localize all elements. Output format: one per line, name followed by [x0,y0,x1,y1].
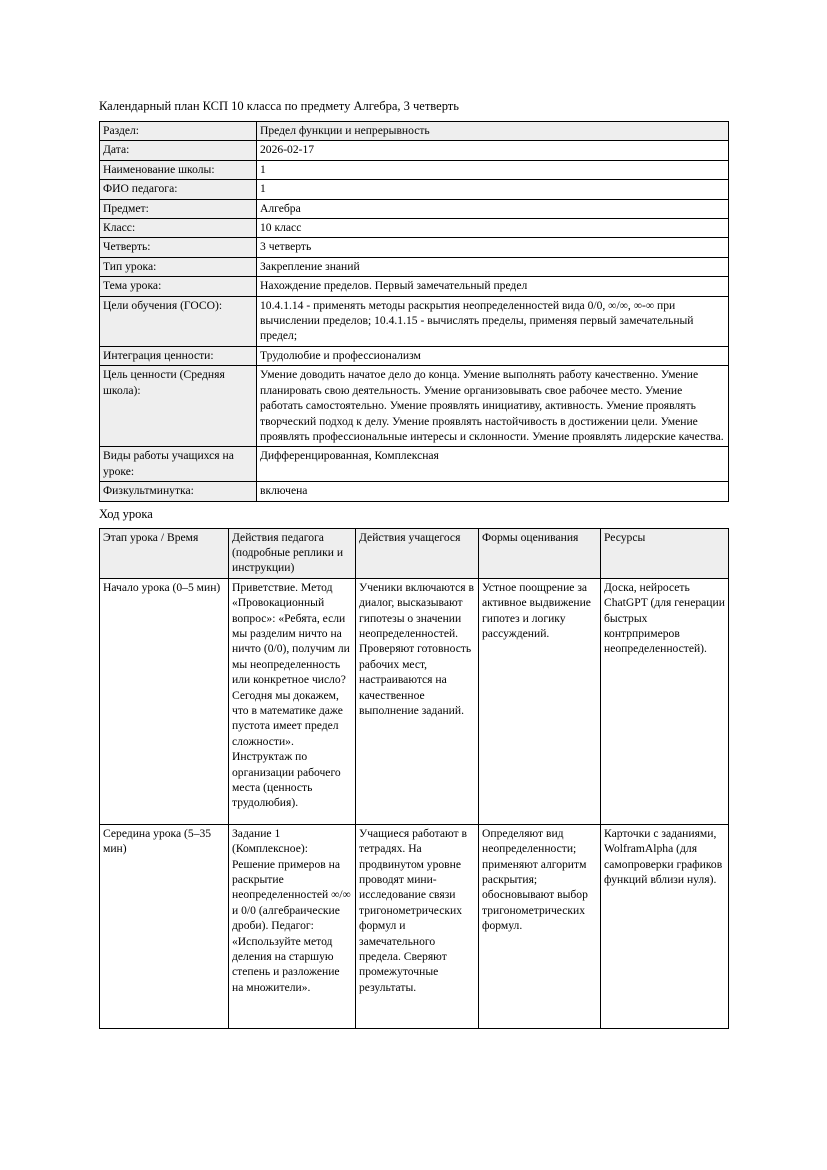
info-label-cell: Тема урока: [100,277,257,296]
info-value-cell: включена [257,482,729,501]
info-label-cell: Класс: [100,219,257,238]
info-label-cell: ФИО педагога: [100,180,257,199]
table-row [100,141,729,160]
info-value-cell: 10 класс [257,219,729,238]
flow-header-cell: Формы оценивания [479,528,601,578]
flow-student-cell: Учащиеся работают в тетрадях. На продвинутом уровне проводят мини-исследование связи тригонометрических формул и замечательного предела. Сверяют промежуточные результаты. [356,824,479,1028]
info-label-cell: Цели обучения (ГОСО): [100,296,257,346]
table-row [100,180,729,199]
page-title: Календарный план КСП 10 класса по предмету Алгебра, 3 четверть [99,99,459,113]
table-row [100,366,729,447]
info-value-cell: 2026-02-17 [257,141,729,160]
info-label-cell: Цель ценности (Средняя школа): [100,366,257,447]
lesson-flow-heading: Ход урока [99,506,153,521]
flow-header-cell: Действия педагога (подробные реплики и инструкции) [229,528,356,578]
table-header-row [100,528,729,578]
lesson-flow-header [100,528,729,578]
flow-teacher-cell: Приветствие. Метод «Провокационный вопрос»: «Ребята, если мы разделим ничто на ничто (0/0), получим ли мы неопределенность или конкретное число? Сегодня мы докажем, что в математике даже пустота имеет предел сложности». Инструктаж по организации рабочего места (ценность трудолюбия). [229,578,356,824]
table-row [100,238,729,257]
info-label-cell: Виды работы учащихся на уроке: [100,447,257,482]
info-label-cell: Дата: [100,141,257,160]
info-value-cell: Предел функции и непрерывность [257,122,729,141]
table-row [100,824,729,1028]
table-row [100,219,729,238]
info-label-cell: Предмет: [100,199,257,218]
table-row [100,160,729,179]
info-value-cell: Закрепление знаний [257,257,729,276]
table-row [100,447,729,482]
info-value-cell: 1 [257,160,729,179]
table-row [100,578,729,824]
flow-student-cell: Ученики включаются в диалог, высказывают гипотезы о значении неопределенностей. Проверяют готовность рабочих мест, настраиваются на качественное выполнение заданий. [356,578,479,824]
table-row [100,122,729,141]
info-label-cell: Интеграция ценности: [100,346,257,365]
info-value-cell: Алгебра [257,199,729,218]
lesson-flow-table [99,528,729,1029]
flow-stage-cell: Начало урока (0–5 мин) [100,578,229,824]
table-row [100,199,729,218]
flow-assessment-cell: Устное поощрение за активное выдвижение гипотез и логику рассуждений. [479,578,601,824]
lesson-info-table [99,121,729,502]
info-value-cell: 1 [257,180,729,199]
info-value-cell: 10.4.1.14 - применять методы раскрытия неопределенностей вида 0/0, ∞/∞, ∞-∞ при вычислении пределов; 10.4.1.15 - вычислять пределы, применяя первый замечательный предел; [257,296,729,346]
flow-header-cell: Ресурсы [601,528,729,578]
info-value-cell: 3 четверть [257,238,729,257]
lesson-info-body [100,122,729,502]
flow-teacher-cell: Задание 1 (Комплексное): Решение примеров на раскрытие неопределенностей ∞/∞ и 0/0 (алгебраические дроби). Педагог: «Используйте метод деления на старшую степень и разложение на множители». [229,824,356,1028]
flow-assessment-cell: Определяют вид неопределенности; применяют алгоритм раскрытия; обосновывают выбор тригонометрических формул. [479,824,601,1028]
flow-header-cell: Действия учащегося [356,528,479,578]
table-row [100,346,729,365]
table-row [100,277,729,296]
flow-header-cell: Этап урока / Время [100,528,229,578]
info-value-cell: Трудолюбие и профессионализм [257,346,729,365]
info-label-cell: Тип урока: [100,257,257,276]
info-label-cell: Наименование школы: [100,160,257,179]
lesson-flow-body [100,578,729,1028]
info-value-cell: Дифференцированная, Комплексная [257,447,729,482]
info-label-cell: Раздел: [100,122,257,141]
info-value-cell: Умение доводить начатое дело до конца. Умение выполнять работу качественно. Умение планировать свою деятельность. Умение организовывать свое рабочее место. Умение работать самостоятельно. Умение проявлять инициативу, активность. Умение проявлять творческий подход к делу. Умение проявлять настойчивость в достижении цели. Умение проявлять профессиональные интересы и склонности. Умение проявлять лидерские качества. [257,366,729,447]
table-row [100,482,729,501]
table-row [100,296,729,346]
flow-resources-cell: Карточки с заданиями, WolframAlpha (для самопроверки графиков функций вблизи нуля). [601,824,729,1028]
flow-resources-cell: Доска, нейросеть ChatGPT (для генерации быстрых контрпримеров неопределенностей). [601,578,729,824]
info-label-cell: Четверть: [100,238,257,257]
info-value-cell: Нахождение пределов. Первый замечательный предел [257,277,729,296]
document-content [99,98,728,1029]
flow-stage-cell: Середина урока (5–35 мин) [100,824,229,1028]
info-label-cell: Физкультминутка: [100,482,257,501]
table-row [100,257,729,276]
